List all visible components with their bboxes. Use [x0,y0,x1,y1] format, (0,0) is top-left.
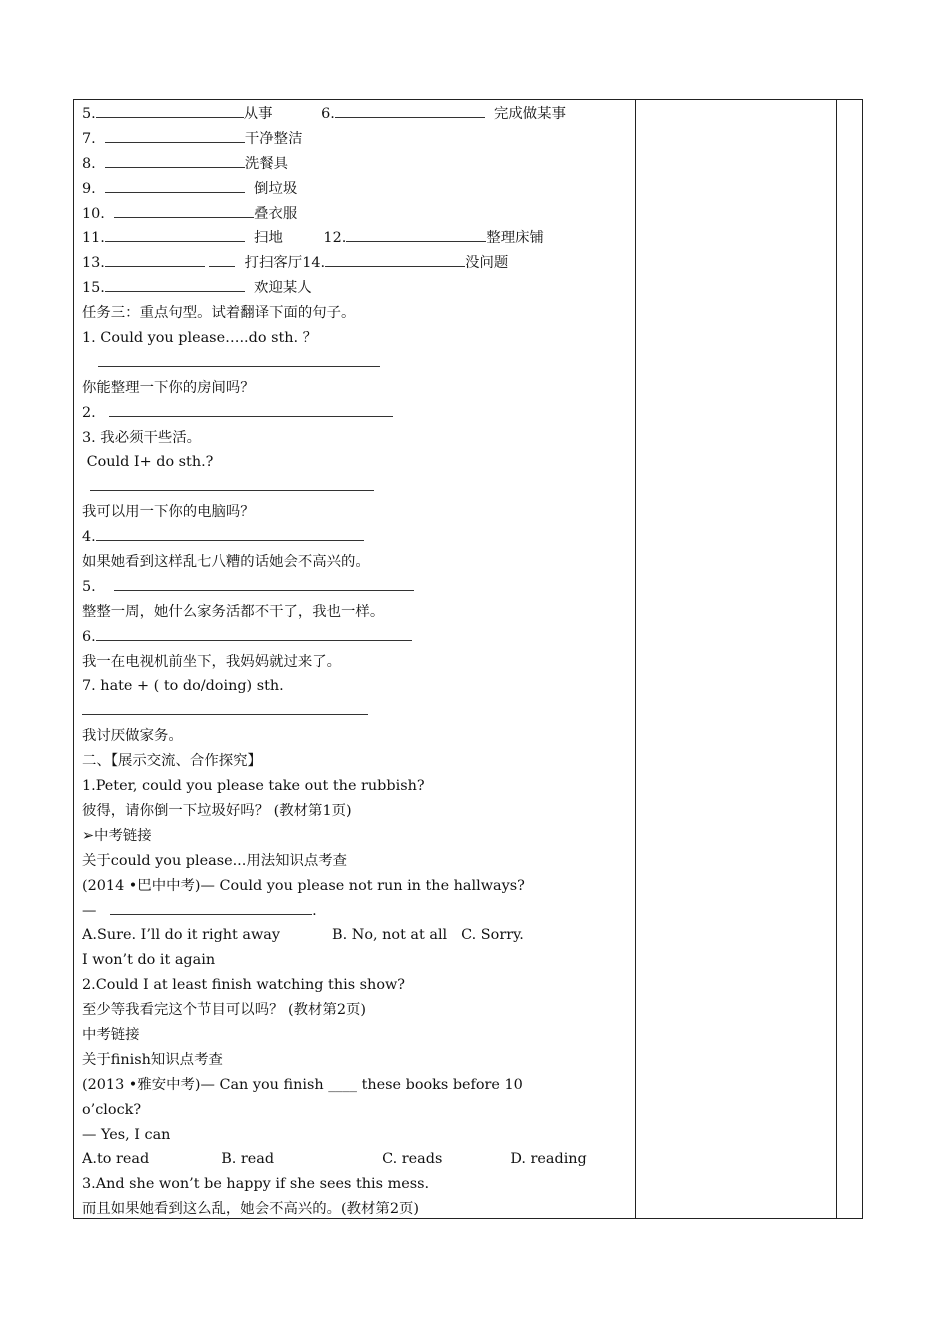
answer-blank[interactable] [110,899,312,915]
exam-topic: 关于finish知识点考查 [82,1051,223,1068]
option-b[interactable]: B. No, not at all [332,927,448,944]
sentence-pattern: 1. Could you please…..do sth. ？ [82,330,318,347]
vocab-meaning: 完成做某事 [494,106,566,122]
vocab-meaning: 叠衣服 [254,205,298,222]
answer-options [82,1147,630,1172]
sentence-pattern: 7. hate + ( to do/doing) sth. [82,678,284,695]
answer-blank[interactable] [105,152,245,168]
answer-blank[interactable] [105,177,245,193]
answer-line [82,625,630,650]
answer-line [82,899,630,924]
answer-line [82,475,630,500]
exam-link-heading: ➢中考链接 [82,827,152,844]
key-sentence: 2.Could I at least finish watching this show? [82,977,406,994]
answer-line [82,699,630,724]
answer-blank[interactable] [98,351,380,367]
answer-blank[interactable] [96,625,412,641]
vocab-meaning: 倒垃圾 [254,180,298,197]
item-number: 10. [82,205,105,222]
column-divider [836,100,837,1218]
exam-question-continued: o’clock? [82,1101,142,1118]
item-number: 15. [82,280,105,297]
vocab-meaning: 没问题 [465,255,509,272]
option-a[interactable]: A.Sure. I’ll do it right away [82,927,281,944]
answer-blank[interactable] [109,401,393,417]
option-a[interactable]: A.to read [82,1151,150,1168]
sentence-chinese: 你能整理一下你的房间吗？ [82,379,255,396]
answer-blank[interactable] [105,276,245,292]
answer-blank[interactable] [346,226,486,242]
worksheet-table [73,99,863,1219]
key-sentence-translation: 而且如果她看到这么乱，她会不高兴的。(教材第2页) [82,1201,419,1218]
sentence-chinese: 我可以用一下你的电脑吗？ [82,504,255,521]
vocab-meaning: 干净整洁 [244,130,303,147]
period: . [312,902,317,919]
item-number: 13. [82,255,105,272]
vocab-meaning: 扫地 [254,230,283,247]
vocab-line [82,226,630,251]
answer-blank[interactable] [114,202,254,218]
vocab-meaning: 整理床铺 [486,230,544,247]
answer-blank[interactable] [96,525,364,541]
answer-options-continued: I won’t do it again [82,952,216,969]
answer-blank[interactable] [105,226,245,242]
item-number: 2. [82,404,96,421]
answer-blank[interactable] [114,575,414,591]
vocab-meaning: 洗餐具 [244,155,289,172]
task-heading: 任务三：重点句型。试着翻译下面的句子。 [82,305,356,322]
dash: — [82,902,97,919]
item-number: 12. [323,230,347,247]
key-sentence: 3.And she won’t be happy if she sees this mess. [82,1176,430,1193]
vocab-line [82,177,630,202]
answer-options [82,923,630,948]
answer-line [82,575,630,600]
item-number: 14. [302,255,326,272]
item-number: 8. [82,155,96,172]
sentence-chinese: 整整一周，她什么家务活都不干了，我也一样。 [82,603,385,620]
exam-link-heading: 中考链接 [82,1026,140,1043]
item-number: 6. [82,628,96,645]
answer-line [82,351,630,376]
vocab-line [82,276,630,301]
sentence-chinese: 3. 我必须干些活。 [82,429,202,446]
vocab-meaning: 从事 [243,106,273,122]
answer-line [82,525,630,550]
exam-question: (2014 •巴中中考)— Could you please not run in the hallways? [82,877,525,894]
exam-answer: — Yes, I can [82,1126,171,1143]
item-number: 4. [82,529,96,546]
answer-blank[interactable] [90,475,374,491]
option-c[interactable]: C. reads [382,1151,443,1168]
answer-blank[interactable] [325,251,465,267]
item-number: 5. [82,106,96,122]
answer-blank[interactable] [335,102,485,118]
exam-question: (2013 •雅安中考)— Can you finish ____ these books before 10 [82,1076,523,1093]
key-sentence-translation: 至少等我看完这个节目可以吗？ (教材第2页) [82,1002,366,1019]
vocab-line [82,251,630,276]
pattern-text: Could I+ do sth.? [86,454,214,471]
answer-blank[interactable] [209,251,235,267]
item-number: 9. [82,180,96,197]
lesson-content [82,102,630,1222]
item-number: 7. [82,130,96,147]
section-heading: 二、【展示交流、合作探究】 [82,753,262,770]
sentence-pattern [82,450,630,475]
sentence-chinese: 我一在电视机前坐下，我妈妈就过来了。 [82,653,342,670]
vocab-line [82,202,630,227]
item-number: 11. [82,230,105,247]
item-number: 6. [321,106,335,122]
option-d[interactable]: D. reading [510,1151,587,1168]
answer-blank[interactable] [96,102,244,118]
item-number: 5. [82,578,96,595]
vocab-line [82,152,630,177]
answer-blank[interactable] [105,127,245,143]
vocab-meaning: 欢迎某人 [254,280,312,297]
answer-line [82,401,630,426]
vocab-meaning: 打扫客厅 [244,255,303,272]
option-b[interactable]: B. read [221,1151,275,1168]
exam-topic: 关于could you please...用法知识点考查 [82,852,348,869]
answer-blank[interactable] [105,251,205,267]
sentence-chinese: 如果她看到这样乱七八糟的话她会不高兴的。 [82,554,370,571]
answer-blank[interactable] [82,699,368,715]
key-sentence: 1.Peter, could you please take out the rubbish? [82,778,425,795]
option-c[interactable]: C. Sorry. [461,927,524,944]
column-divider [635,100,636,1218]
key-sentence-translation: 彼得，请你倒一下垃圾好吗？ (教材第1页) [82,802,352,819]
vocab-line [82,102,630,127]
vocab-line [82,127,630,152]
sentence-chinese: 我讨厌做家务。 [82,728,183,745]
